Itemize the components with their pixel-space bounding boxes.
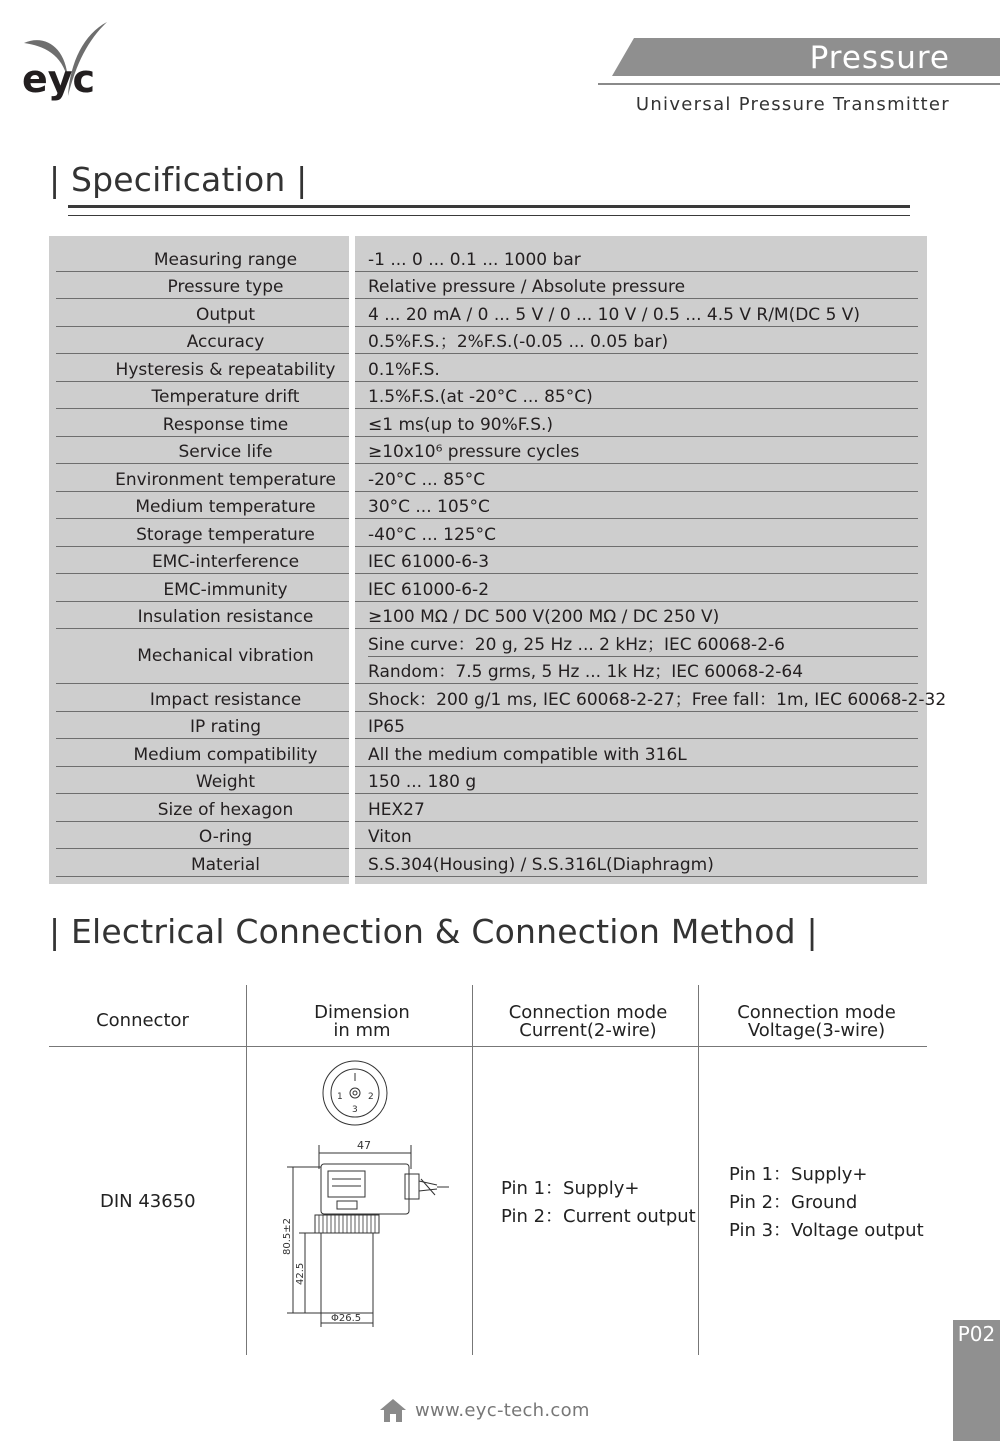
spec-label: Temperature drift xyxy=(56,382,395,410)
spec-value: Viton xyxy=(361,822,918,850)
spec-label: Service life xyxy=(56,437,395,465)
col-divider xyxy=(698,985,699,1355)
col-divider xyxy=(472,985,473,1355)
spec-label: Environment temperature xyxy=(56,464,395,492)
spec-row xyxy=(49,574,927,602)
spec-label: IP rating xyxy=(56,712,395,740)
dim-height-total: 80.5±2 xyxy=(282,1217,293,1255)
spec-row xyxy=(49,684,947,712)
spec-label: EMC-interference xyxy=(56,547,395,575)
spec-value: HEX27 xyxy=(361,794,918,822)
voltage-header-line1: Connection mode xyxy=(737,1002,896,1023)
voltage-pin-1: Pin 1：Supply+ xyxy=(729,1164,868,1185)
connection-table xyxy=(49,985,927,1355)
heading-rule-thin xyxy=(68,215,910,216)
spec-label: EMC-immunity xyxy=(56,574,395,602)
spec-value: 1.5%F.S.(at -20°C ... 85°C) xyxy=(361,382,918,410)
spec-value: 4 ... 20 mA / 0 ... 5 V / 0 ... 10 V / 0.5 ... 4.5 V R/M(DC 5 V) xyxy=(361,299,918,327)
spec-label: Hysteresis & repeatability xyxy=(56,354,395,382)
dimension-header-line2: in mm xyxy=(333,1020,391,1041)
spec-row xyxy=(49,409,927,437)
spec-row xyxy=(49,437,927,465)
spec-row xyxy=(49,244,927,272)
spec-value: Sine curve：20 g, 25 Hz ... 2 kHz；IEC 60068-2-6 xyxy=(368,629,918,657)
col-divider xyxy=(246,985,247,1355)
pin-label-1: 1 xyxy=(337,1092,343,1102)
spec-row xyxy=(49,712,927,740)
spec-label: Mechanical vibration xyxy=(56,629,395,684)
pin-label-2: 2 xyxy=(368,1092,374,1102)
spec-value: ≥10x10⁶ pressure cycles xyxy=(361,437,918,465)
spec-label: Material xyxy=(56,849,395,877)
spec-value: 0.5%F.S.；2%F.S.(-0.05 ... 0.05 bar) xyxy=(361,327,918,355)
spec-row xyxy=(49,547,927,575)
dim-width: 47 xyxy=(357,1139,371,1152)
spec-label: Storage temperature xyxy=(56,519,395,547)
spec-value-group xyxy=(361,629,918,684)
spec-row xyxy=(49,519,927,547)
category-title: Pressure xyxy=(809,40,950,76)
spec-value: IEC 61000-6-2 xyxy=(361,574,918,602)
voltage-pin-3: Pin 3：Voltage output xyxy=(729,1220,924,1241)
spec-row xyxy=(49,327,927,355)
connector-header: Connector xyxy=(96,1010,189,1031)
logo-letter-e: eyc xyxy=(22,57,96,101)
spec-label: Medium temperature xyxy=(56,492,395,520)
dimension-header xyxy=(247,1004,477,1040)
spec-value: 0.1%F.S. xyxy=(361,354,918,382)
spec-row xyxy=(49,299,927,327)
page-number: P02 xyxy=(957,1322,996,1346)
specification-table xyxy=(49,236,947,884)
current-pin-2: Pin 2：Current output xyxy=(501,1206,696,1227)
current-mode-header xyxy=(473,1004,703,1040)
spec-value: 30°C ... 105°C xyxy=(361,492,918,520)
spec-value: ≥100 MΩ / DC 500 V(200 MΩ / DC 250 V) xyxy=(361,602,918,630)
spec-value: Shock：200 g/1 ms, IEC 60068-2-27；Free fall：1m, IEC 60068-2-32 xyxy=(361,684,918,712)
heading-rule-thick xyxy=(68,205,910,208)
spec-value: All the medium compatible with 316L xyxy=(361,739,918,767)
website-link[interactable]: www.eyc-tech.com xyxy=(415,1400,590,1421)
spec-label: Impact resistance xyxy=(56,684,395,712)
spec-value: -1 ... 0 ... 0.1 ... 1000 bar xyxy=(361,244,918,272)
spec-row xyxy=(49,354,927,382)
spec-value: IP65 xyxy=(361,712,918,740)
spec-label: Pressure type xyxy=(56,272,395,300)
spec-row xyxy=(49,464,927,492)
dimension-drawing xyxy=(269,1057,459,1332)
spec-label: Output xyxy=(56,299,395,327)
connector-name: DIN 43650 xyxy=(100,1191,196,1212)
spec-label: Measuring range xyxy=(56,244,395,272)
spec-row xyxy=(49,382,927,410)
spec-value: 150 ... 180 g xyxy=(361,767,918,795)
voltage-mode-header xyxy=(699,1004,934,1040)
spec-label: O-ring xyxy=(56,822,395,850)
spec-label: Weight xyxy=(56,767,395,795)
spec-row xyxy=(49,272,927,300)
spec-value: -40°C ... 125°C xyxy=(361,519,918,547)
spec-value: ≤1 ms(up to 90%F.S.) xyxy=(361,409,918,437)
voltage-header-line2: Voltage(3-wire) xyxy=(747,1020,886,1041)
spec-label: Insulation resistance xyxy=(56,602,395,630)
header-divider xyxy=(49,1046,927,1047)
spec-row xyxy=(49,629,927,684)
product-subtitle: Universal Pressure Transmitter xyxy=(635,94,950,115)
eyc-logo xyxy=(22,18,117,103)
spec-label: Medium compatibility xyxy=(56,739,395,767)
spec-value-secondary: Random：7.5 grms, 5 Hz ... 1k Hz；IEC 60068-2-64 xyxy=(368,657,918,685)
dim-height-body: 42.5 xyxy=(295,1262,306,1285)
current-pin-1: Pin 1：Supply+ xyxy=(501,1178,640,1199)
spec-row xyxy=(49,492,927,520)
spec-label: Accuracy xyxy=(56,327,395,355)
spec-column-gap xyxy=(349,236,355,884)
spec-row xyxy=(49,822,927,850)
spec-row xyxy=(49,767,927,795)
current-pin-list xyxy=(501,1175,696,1231)
current-header-line1: Connection mode xyxy=(508,1002,668,1023)
spec-label: Size of hexagon xyxy=(56,794,395,822)
dimension-header-line1: Dimension xyxy=(314,1002,410,1023)
spec-value: IEC 61000-6-3 xyxy=(361,547,918,575)
spec-value: Relative pressure / Absolute pressure xyxy=(361,272,918,300)
dim-diameter: Φ26.5 xyxy=(331,1313,362,1324)
spec-row xyxy=(49,739,927,767)
header-rule xyxy=(598,83,1000,85)
spec-row xyxy=(49,602,927,630)
voltage-pin-list xyxy=(729,1161,924,1245)
home-icon xyxy=(379,1397,407,1423)
spec-value: -20°C ... 85°C xyxy=(361,464,918,492)
spec-row xyxy=(49,794,927,822)
voltage-pin-2: Pin 2：Ground xyxy=(729,1192,858,1213)
spec-label: Response time xyxy=(56,409,395,437)
electrical-heading: | Electrical Connection & Connection Method | xyxy=(49,912,818,951)
specification-heading: | Specification | xyxy=(49,160,308,199)
pin-label-3: 3 xyxy=(352,1105,358,1115)
current-header-line2: Current(2-wire) xyxy=(519,1020,657,1041)
spec-value: S.S.304(Housing) / S.S.316L(Diaphragm) xyxy=(361,849,918,877)
spec-row xyxy=(49,849,927,877)
